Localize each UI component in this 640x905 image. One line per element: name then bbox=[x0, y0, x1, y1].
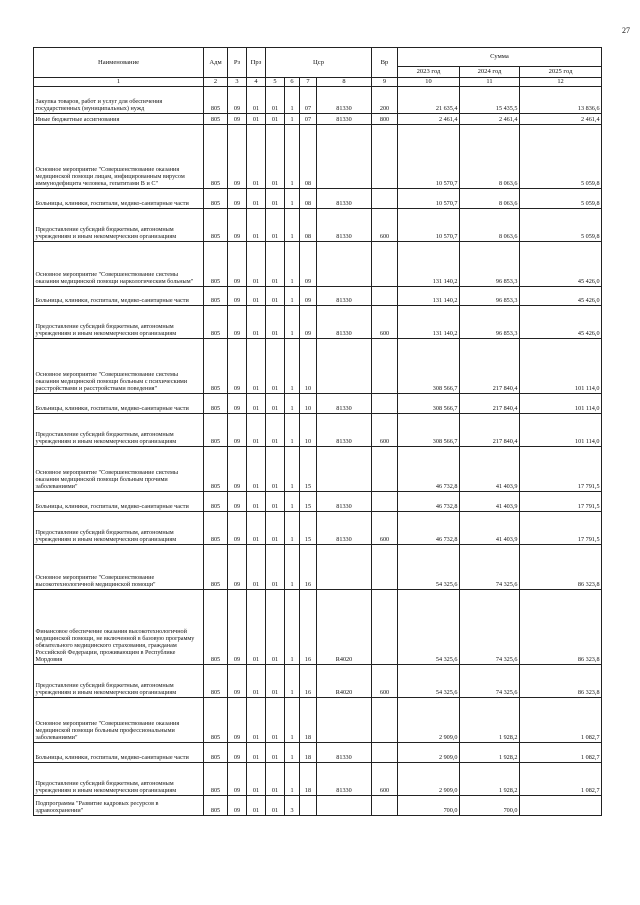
row-adm: 805 bbox=[204, 242, 228, 287]
row-sum-2024: 96 853,3 bbox=[460, 306, 520, 339]
row-rz: 09 bbox=[228, 394, 247, 414]
row-csr-event: 09 bbox=[300, 242, 317, 287]
row-adm: 805 bbox=[204, 394, 228, 414]
header-vr: Вр bbox=[372, 48, 398, 78]
row-csr-direction: 81330 bbox=[317, 114, 372, 125]
row-adm: 805 bbox=[204, 492, 228, 512]
row-csr-program: 01 bbox=[266, 665, 285, 698]
row-sum-2025: 86 323,8 bbox=[520, 545, 602, 590]
row-sum-2025: 2 461,4 bbox=[520, 114, 602, 125]
row-sum-2023: 131 140,2 bbox=[398, 306, 460, 339]
row-vr bbox=[372, 447, 398, 492]
row-adm: 805 bbox=[204, 545, 228, 590]
row-rz: 09 bbox=[228, 414, 247, 447]
row-name: Предоставление субсидий бюджетным, автономным учреждениям и иным некоммерческим организациям bbox=[34, 512, 204, 545]
row-adm: 805 bbox=[204, 743, 228, 763]
row-name: Предоставление субсидий бюджетным, автономным учреждениям и иным некоммерческим организациям bbox=[34, 414, 204, 447]
header-prz: Прз bbox=[247, 48, 266, 78]
row-prz: 01 bbox=[247, 796, 266, 816]
row-csr-direction: 81330 bbox=[317, 763, 372, 796]
row-csr-event: 15 bbox=[300, 512, 317, 545]
row-vr bbox=[372, 796, 398, 816]
row-adm: 805 bbox=[204, 698, 228, 743]
row-prz: 01 bbox=[247, 743, 266, 763]
row-csr-direction: 81330 bbox=[317, 743, 372, 763]
row-name: Основное мероприятие "Совершенствование системы оказания медицинской помощи больным с психическими расстройствами и расстройствами поведения" bbox=[34, 339, 204, 394]
row-vr bbox=[372, 242, 398, 287]
header-rz: Рз bbox=[228, 48, 247, 78]
row-sum-2025: 1 082,7 bbox=[520, 698, 602, 743]
row-sum-2024: 1 928,2 bbox=[460, 763, 520, 796]
column-index: 7 bbox=[300, 78, 317, 87]
row-prz: 01 bbox=[247, 339, 266, 394]
table-row bbox=[34, 698, 602, 743]
row-prz: 01 bbox=[247, 189, 266, 209]
row-prz: 01 bbox=[247, 125, 266, 189]
row-csr-program: 01 bbox=[266, 492, 285, 512]
row-sum-2024: 15 435,5 bbox=[460, 87, 520, 114]
row-csr-program: 01 bbox=[266, 125, 285, 189]
column-index: 3 bbox=[228, 78, 247, 87]
column-index: 2 bbox=[204, 78, 228, 87]
row-sum-2024: 74 325,6 bbox=[460, 545, 520, 590]
row-prz: 01 bbox=[247, 306, 266, 339]
row-name: Основное мероприятие "Совершенствование оказания медицинской помощи больным профессиональными заболеваниями" bbox=[34, 698, 204, 743]
row-sum-2023: 131 140,2 bbox=[398, 242, 460, 287]
row-rz: 09 bbox=[228, 287, 247, 306]
row-csr-subprogram: 1 bbox=[285, 209, 300, 242]
row-adm: 805 bbox=[204, 209, 228, 242]
row-sum-2023: 54 325,6 bbox=[398, 545, 460, 590]
row-sum-2025: 86 323,8 bbox=[520, 590, 602, 665]
row-adm: 805 bbox=[204, 763, 228, 796]
row-rz: 09 bbox=[228, 339, 247, 394]
row-vr: 600 bbox=[372, 512, 398, 545]
row-csr-program: 01 bbox=[266, 414, 285, 447]
row-sum-2023: 54 325,6 bbox=[398, 590, 460, 665]
row-csr-direction: 81330 bbox=[317, 394, 372, 414]
header-year-2025: 2025 год bbox=[520, 67, 602, 78]
table-row bbox=[34, 87, 602, 114]
header-year-2024: 2024 год bbox=[460, 67, 520, 78]
row-sum-2024: 96 853,3 bbox=[460, 242, 520, 287]
row-csr-event: 16 bbox=[300, 545, 317, 590]
row-csr-subprogram: 1 bbox=[285, 763, 300, 796]
row-prz: 01 bbox=[247, 698, 266, 743]
row-rz: 09 bbox=[228, 447, 247, 492]
row-csr-subprogram: 1 bbox=[285, 743, 300, 763]
row-sum-2025: 101 114,0 bbox=[520, 394, 602, 414]
row-csr-event: 08 bbox=[300, 125, 317, 189]
row-csr-program: 01 bbox=[266, 114, 285, 125]
row-sum-2023: 10 570,7 bbox=[398, 209, 460, 242]
row-vr: 600 bbox=[372, 665, 398, 698]
table-row bbox=[34, 189, 602, 209]
table-row bbox=[34, 512, 602, 545]
row-csr-program: 01 bbox=[266, 512, 285, 545]
row-csr-subprogram: 1 bbox=[285, 87, 300, 114]
row-csr-direction bbox=[317, 242, 372, 287]
row-sum-2023: 308 566,7 bbox=[398, 394, 460, 414]
row-csr-program: 01 bbox=[266, 87, 285, 114]
row-sum-2023: 2 909,0 bbox=[398, 763, 460, 796]
row-sum-2025: 101 114,0 bbox=[520, 339, 602, 394]
row-csr-event: 07 bbox=[300, 114, 317, 125]
row-csr-direction: 81330 bbox=[317, 87, 372, 114]
row-csr-event: 08 bbox=[300, 189, 317, 209]
table-row bbox=[34, 339, 602, 394]
row-csr-direction: 81330 bbox=[317, 414, 372, 447]
row-prz: 01 bbox=[247, 512, 266, 545]
row-rz: 09 bbox=[228, 796, 247, 816]
table-row bbox=[34, 590, 602, 665]
row-sum-2024: 41 403,9 bbox=[460, 512, 520, 545]
row-csr-subprogram: 1 bbox=[285, 242, 300, 287]
row-csr-program: 01 bbox=[266, 287, 285, 306]
row-sum-2025: 13 836,6 bbox=[520, 87, 602, 114]
row-sum-2024: 217 840,4 bbox=[460, 339, 520, 394]
row-csr-event: 18 bbox=[300, 743, 317, 763]
row-name: Закупка товаров, работ и услуг для обеспечения государственных (муниципальных) нужд bbox=[34, 87, 204, 114]
row-csr-direction: 81330 bbox=[317, 209, 372, 242]
row-name: Больницы, клиники, госпитали, медико-санитарные части bbox=[34, 189, 204, 209]
column-index: 1 bbox=[34, 78, 204, 87]
row-csr-direction: R4020 bbox=[317, 665, 372, 698]
row-vr bbox=[372, 545, 398, 590]
row-vr: 600 bbox=[372, 763, 398, 796]
row-sum-2024: 96 853,3 bbox=[460, 287, 520, 306]
column-index: 9 bbox=[372, 78, 398, 87]
row-vr: 600 bbox=[372, 414, 398, 447]
row-csr-program: 01 bbox=[266, 447, 285, 492]
row-adm: 805 bbox=[204, 796, 228, 816]
row-csr-direction bbox=[317, 698, 372, 743]
row-vr: 600 bbox=[372, 306, 398, 339]
row-prz: 01 bbox=[247, 287, 266, 306]
table-row bbox=[34, 209, 602, 242]
row-csr-subprogram: 1 bbox=[285, 698, 300, 743]
row-sum-2025: 17 791,5 bbox=[520, 492, 602, 512]
column-index: 5 bbox=[266, 78, 285, 87]
row-csr-program: 01 bbox=[266, 394, 285, 414]
row-prz: 01 bbox=[247, 209, 266, 242]
row-csr-event: 15 bbox=[300, 492, 317, 512]
row-vr bbox=[372, 492, 398, 512]
row-sum-2023: 308 566,7 bbox=[398, 414, 460, 447]
row-csr-subprogram: 1 bbox=[285, 189, 300, 209]
row-sum-2024: 217 840,4 bbox=[460, 414, 520, 447]
row-csr-subprogram: 1 bbox=[285, 287, 300, 306]
row-prz: 01 bbox=[247, 242, 266, 287]
row-adm: 805 bbox=[204, 512, 228, 545]
row-sum-2024: 41 403,9 bbox=[460, 447, 520, 492]
row-name: Основное мероприятие "Совершенствование системы оказания медицинской помощи наркологическим больным" bbox=[34, 242, 204, 287]
row-vr bbox=[372, 394, 398, 414]
row-name: Предоставление субсидий бюджетным, автономным учреждениям и иным некоммерческим организациям bbox=[34, 665, 204, 698]
row-sum-2023: 10 570,7 bbox=[398, 189, 460, 209]
row-csr-event: 08 bbox=[300, 209, 317, 242]
row-csr-direction bbox=[317, 125, 372, 189]
row-csr-program: 01 bbox=[266, 590, 285, 665]
row-csr-program: 01 bbox=[266, 242, 285, 287]
row-adm: 805 bbox=[204, 665, 228, 698]
row-csr-program: 01 bbox=[266, 763, 285, 796]
header-name: Наименование bbox=[34, 48, 204, 78]
row-csr-program: 01 bbox=[266, 698, 285, 743]
row-sum-2023: 2 461,4 bbox=[398, 114, 460, 125]
row-prz: 01 bbox=[247, 665, 266, 698]
row-sum-2025: 1 082,7 bbox=[520, 763, 602, 796]
row-name: Предоставление субсидий бюджетным, автономным учреждениям и иным некоммерческим организациям bbox=[34, 306, 204, 339]
row-name: Иные бюджетные ассигнования bbox=[34, 114, 204, 125]
row-name: Больницы, клиники, госпитали, медико-санитарные части bbox=[34, 287, 204, 306]
row-csr-program: 01 bbox=[266, 545, 285, 590]
page-number: 27 bbox=[622, 26, 630, 35]
row-sum-2024: 8 063,6 bbox=[460, 189, 520, 209]
row-prz: 01 bbox=[247, 447, 266, 492]
row-sum-2023: 46 732,8 bbox=[398, 447, 460, 492]
row-vr bbox=[372, 590, 398, 665]
table-row bbox=[34, 545, 602, 590]
table-row bbox=[34, 242, 602, 287]
row-vr: 600 bbox=[372, 209, 398, 242]
row-prz: 01 bbox=[247, 414, 266, 447]
row-sum-2025: 17 791,5 bbox=[520, 447, 602, 492]
row-prz: 01 bbox=[247, 114, 266, 125]
row-rz: 09 bbox=[228, 87, 247, 114]
row-sum-2025: 5 059,8 bbox=[520, 189, 602, 209]
row-csr-subprogram: 1 bbox=[285, 492, 300, 512]
row-sum-2025: 5 059,8 bbox=[520, 125, 602, 189]
header-sum: Сумма bbox=[398, 48, 602, 67]
header-csr: Цср bbox=[266, 48, 372, 78]
table-row bbox=[34, 665, 602, 698]
row-sum-2025: 45 426,0 bbox=[520, 287, 602, 306]
table-row bbox=[34, 796, 602, 816]
row-csr-direction: R4020 bbox=[317, 590, 372, 665]
row-csr-subprogram: 1 bbox=[285, 590, 300, 665]
row-name: Основное мероприятие "Совершенствование системы оказания медицинской помощи больным прочими заболеваниями" bbox=[34, 447, 204, 492]
row-rz: 09 bbox=[228, 590, 247, 665]
row-sum-2024: 700,0 bbox=[460, 796, 520, 816]
table-row bbox=[34, 114, 602, 125]
row-rz: 09 bbox=[228, 665, 247, 698]
row-csr-event: 07 bbox=[300, 87, 317, 114]
row-vr bbox=[372, 287, 398, 306]
table-row bbox=[34, 306, 602, 339]
column-index: 10 bbox=[398, 78, 460, 87]
row-csr-subprogram: 1 bbox=[285, 125, 300, 189]
column-index: 11 bbox=[460, 78, 520, 87]
row-prz: 01 bbox=[247, 492, 266, 512]
row-sum-2024: 41 403,9 bbox=[460, 492, 520, 512]
row-vr bbox=[372, 189, 398, 209]
row-csr-direction: 81330 bbox=[317, 189, 372, 209]
row-csr-direction: 81330 bbox=[317, 287, 372, 306]
row-csr-event: 18 bbox=[300, 698, 317, 743]
row-adm: 805 bbox=[204, 447, 228, 492]
row-name: Больницы, клиники, госпитали, медико-санитарные части bbox=[34, 743, 204, 763]
row-name: Предоставление субсидий бюджетным, автономным учреждениям и иным некоммерческим организациям bbox=[34, 763, 204, 796]
row-csr-subprogram: 1 bbox=[285, 114, 300, 125]
row-rz: 09 bbox=[228, 242, 247, 287]
row-sum-2023: 21 635,4 bbox=[398, 87, 460, 114]
row-rz: 09 bbox=[228, 492, 247, 512]
row-sum-2024: 74 325,6 bbox=[460, 590, 520, 665]
row-csr-direction: 81330 bbox=[317, 492, 372, 512]
table-row bbox=[34, 447, 602, 492]
row-rz: 09 bbox=[228, 189, 247, 209]
row-sum-2024: 8 063,6 bbox=[460, 209, 520, 242]
row-csr-event bbox=[300, 796, 317, 816]
row-csr-program: 01 bbox=[266, 209, 285, 242]
row-sum-2025: 1 082,7 bbox=[520, 743, 602, 763]
row-sum-2025: 86 323,8 bbox=[520, 665, 602, 698]
row-csr-event: 16 bbox=[300, 590, 317, 665]
table-row bbox=[34, 414, 602, 447]
row-csr-event: 18 bbox=[300, 763, 317, 796]
row-sum-2025: 5 059,8 bbox=[520, 209, 602, 242]
row-csr-direction: 81330 bbox=[317, 306, 372, 339]
row-rz: 09 bbox=[228, 209, 247, 242]
row-name: Финансовое обеспечение оказания высокотехнологичной медицинской помощи, не включенной в базовую программу обязательного медицинского страхования, гражданам Российской Федерации, проживающим в Республике Мордовия bbox=[34, 590, 204, 665]
row-csr-event: 10 bbox=[300, 339, 317, 394]
row-sum-2023: 131 140,2 bbox=[398, 287, 460, 306]
row-vr bbox=[372, 743, 398, 763]
row-csr-subprogram: 3 bbox=[285, 796, 300, 816]
row-prz: 01 bbox=[247, 763, 266, 796]
row-prz: 01 bbox=[247, 545, 266, 590]
row-prz: 01 bbox=[247, 590, 266, 665]
row-csr-program: 01 bbox=[266, 306, 285, 339]
table-row bbox=[34, 394, 602, 414]
row-sum-2024: 74 325,6 bbox=[460, 665, 520, 698]
row-rz: 09 bbox=[228, 763, 247, 796]
row-csr-direction bbox=[317, 339, 372, 394]
row-csr-subprogram: 1 bbox=[285, 512, 300, 545]
row-rz: 09 bbox=[228, 545, 247, 590]
row-adm: 805 bbox=[204, 339, 228, 394]
row-sum-2023: 2 909,0 bbox=[398, 698, 460, 743]
header-year-2023: 2023 год bbox=[398, 67, 460, 78]
row-sum-2025 bbox=[520, 796, 602, 816]
row-csr-subprogram: 1 bbox=[285, 414, 300, 447]
row-csr-subprogram: 1 bbox=[285, 545, 300, 590]
row-sum-2023: 46 732,8 bbox=[398, 492, 460, 512]
row-adm: 805 bbox=[204, 306, 228, 339]
row-rz: 09 bbox=[228, 698, 247, 743]
row-csr-direction bbox=[317, 796, 372, 816]
row-vr bbox=[372, 698, 398, 743]
row-name: Подпрограмма "Развитие кадровых ресурсов в здравоохранении" bbox=[34, 796, 204, 816]
row-vr bbox=[372, 339, 398, 394]
header-adm: Адм bbox=[204, 48, 228, 78]
table-row bbox=[34, 743, 602, 763]
column-index: 4 bbox=[247, 78, 266, 87]
row-adm: 805 bbox=[204, 125, 228, 189]
row-rz: 09 bbox=[228, 743, 247, 763]
row-vr bbox=[372, 125, 398, 189]
row-adm: 805 bbox=[204, 414, 228, 447]
row-csr-subprogram: 1 bbox=[285, 339, 300, 394]
row-vr: 200 bbox=[372, 87, 398, 114]
table-row bbox=[34, 287, 602, 306]
row-csr-direction bbox=[317, 545, 372, 590]
table-row bbox=[34, 492, 602, 512]
row-adm: 805 bbox=[204, 87, 228, 114]
row-name: Больницы, клиники, госпитали, медико-санитарные части bbox=[34, 394, 204, 414]
row-rz: 09 bbox=[228, 114, 247, 125]
row-sum-2023: 54 325,6 bbox=[398, 665, 460, 698]
row-sum-2025: 45 426,0 bbox=[520, 242, 602, 287]
column-index: 12 bbox=[520, 78, 602, 87]
row-sum-2023: 46 732,8 bbox=[398, 512, 460, 545]
row-csr-program: 01 bbox=[266, 796, 285, 816]
row-name: Предоставление субсидий бюджетным, автономным учреждениям и иным некоммерческим организациям bbox=[34, 209, 204, 242]
table-row bbox=[34, 125, 602, 189]
row-csr-event: 15 bbox=[300, 447, 317, 492]
row-csr-subprogram: 1 bbox=[285, 665, 300, 698]
row-name: Больницы, клиники, госпитали, медико-санитарные части bbox=[34, 492, 204, 512]
row-csr-event: 09 bbox=[300, 287, 317, 306]
row-adm: 805 bbox=[204, 114, 228, 125]
row-name: Основное мероприятие "Совершенствование высокотехнологичной медицинской помощи" bbox=[34, 545, 204, 590]
row-prz: 01 bbox=[247, 394, 266, 414]
row-sum-2025: 101 114,0 bbox=[520, 414, 602, 447]
row-csr-subprogram: 1 bbox=[285, 447, 300, 492]
row-adm: 805 bbox=[204, 590, 228, 665]
row-csr-program: 01 bbox=[266, 339, 285, 394]
row-adm: 805 bbox=[204, 189, 228, 209]
row-sum-2023: 700,0 bbox=[398, 796, 460, 816]
table-row bbox=[34, 763, 602, 796]
row-sum-2023: 308 566,7 bbox=[398, 339, 460, 394]
row-csr-subprogram: 1 bbox=[285, 394, 300, 414]
row-name: Основное мероприятие "Совершенствование оказания медицинской помощи лицам, инфицированным вирусом иммунодефицита человека, гепатитами В и С" bbox=[34, 125, 204, 189]
row-adm: 805 bbox=[204, 287, 228, 306]
row-sum-2023: 2 909,0 bbox=[398, 743, 460, 763]
budget-table bbox=[33, 47, 602, 816]
row-rz: 09 bbox=[228, 306, 247, 339]
row-csr-direction bbox=[317, 447, 372, 492]
row-csr-program: 01 bbox=[266, 743, 285, 763]
row-sum-2024: 1 928,2 bbox=[460, 698, 520, 743]
row-sum-2025: 45 426,0 bbox=[520, 306, 602, 339]
row-csr-event: 10 bbox=[300, 394, 317, 414]
row-sum-2025: 17 791,5 bbox=[520, 512, 602, 545]
row-csr-subprogram: 1 bbox=[285, 306, 300, 339]
column-index: 6 bbox=[285, 78, 300, 87]
row-rz: 09 bbox=[228, 125, 247, 189]
row-csr-event: 16 bbox=[300, 665, 317, 698]
row-sum-2024: 8 063,6 bbox=[460, 125, 520, 189]
row-sum-2024: 1 928,2 bbox=[460, 743, 520, 763]
row-sum-2024: 217 840,4 bbox=[460, 394, 520, 414]
row-csr-event: 10 bbox=[300, 414, 317, 447]
row-csr-direction: 81330 bbox=[317, 512, 372, 545]
row-rz: 09 bbox=[228, 512, 247, 545]
row-csr-event: 09 bbox=[300, 306, 317, 339]
row-vr: 800 bbox=[372, 114, 398, 125]
row-csr-program: 01 bbox=[266, 189, 285, 209]
row-sum-2023: 10 570,7 bbox=[398, 125, 460, 189]
row-sum-2024: 2 461,4 bbox=[460, 114, 520, 125]
row-prz: 01 bbox=[247, 87, 266, 114]
column-index: 8 bbox=[317, 78, 372, 87]
